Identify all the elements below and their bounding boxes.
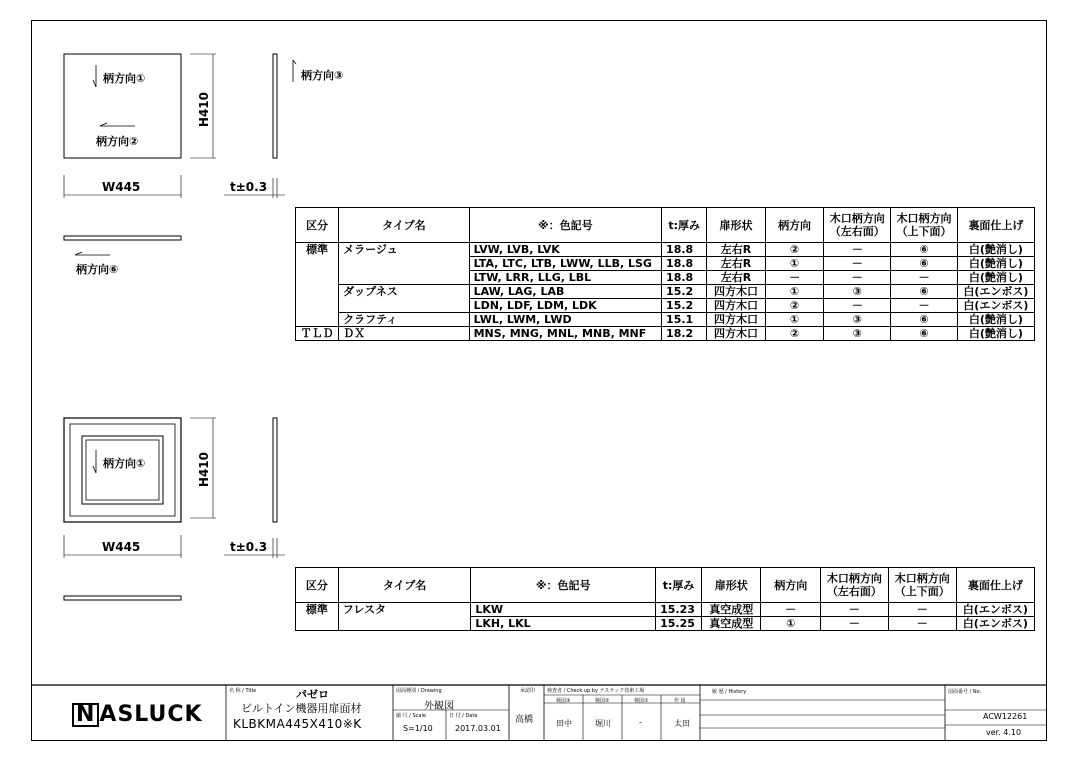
table-cell: ＴＬＤ [296, 327, 339, 341]
col-header: 裏面仕上げ [956, 568, 1034, 603]
table-cell: クラフティ [339, 313, 469, 327]
table-row [296, 327, 1035, 341]
table-cell [296, 617, 339, 631]
table-cell: LDN, LDF, LDM, LDK [469, 299, 661, 313]
table-cell: 白(艶消し) [957, 327, 1034, 341]
table-cell: 18.8 [662, 243, 707, 257]
table-cell: 18.2 [662, 327, 707, 341]
table-header-row [296, 568, 1035, 603]
table-cell: ③ [824, 313, 891, 327]
col-header: ※：色記号 [469, 208, 661, 243]
table-cell: － [888, 603, 956, 617]
table-row [296, 603, 1035, 617]
width-dimension-b: W445 [102, 540, 141, 554]
table-cell: ③ [824, 327, 891, 341]
table-cell: 15.2 [662, 285, 707, 299]
table-cell: LWL, LWM, LWD [469, 313, 661, 327]
grain-direction-3-label: 柄方向③ [301, 69, 344, 82]
table-row [296, 617, 1035, 631]
table-cell: ② [765, 243, 824, 257]
table-cell: ダップネス [339, 285, 469, 299]
grain-direction-1-label: 柄方向① [103, 72, 146, 85]
table-cell: 白(艶消し) [957, 313, 1034, 327]
checker-name: 田中 [556, 719, 572, 728]
table-cell: 左右R [707, 243, 766, 257]
check-caption: 検査者 / Check up by ナスラック技術工場 [547, 688, 645, 694]
table-cell: － [824, 257, 891, 271]
table-cell: 左右R [707, 271, 766, 285]
table-cell: 15.2 [662, 299, 707, 313]
panel-side-1 [273, 54, 277, 158]
table-cell: ③ [824, 285, 891, 299]
panel-side-2 [273, 418, 277, 522]
table-cell: ① [765, 285, 824, 299]
table-cell: 四方木口 [707, 299, 766, 313]
table-cell [339, 271, 469, 285]
table-cell: MNS, MNG, MNL, MNB, MNF [469, 327, 661, 341]
version: ver. 4.10 [986, 728, 1022, 737]
table-row [296, 257, 1035, 271]
table-cell: － [824, 299, 891, 313]
check-header: 作 図 [674, 698, 686, 704]
table-cell: 白(エンボス) [956, 617, 1034, 631]
panel-top-2 [64, 596, 181, 600]
table-cell: ⑥ [891, 243, 958, 257]
col-header: 扉形状 [707, 208, 766, 243]
grain-direction-6-label: 柄方向⑥ [76, 263, 119, 276]
table-cell: － [824, 243, 891, 257]
title-main: パゼロ [296, 688, 329, 701]
width-dimension: W445 [102, 180, 141, 194]
table-row [296, 243, 1035, 257]
table-cell: － [891, 299, 958, 313]
check-header: 検図① [634, 698, 649, 704]
table-cell: ⑥ [891, 257, 958, 271]
spec-table-2 [295, 567, 1035, 631]
height-dimension: H410 [197, 92, 211, 128]
col-header: 木口柄方向 （左右面） [820, 568, 888, 603]
table-cell: 白(エンボス) [956, 603, 1034, 617]
spec-table-1 [295, 207, 1035, 341]
table-cell: ① [761, 617, 820, 631]
model-number: KLBKMA445X410※K [233, 717, 362, 731]
table-cell: 18.8 [662, 257, 707, 271]
table-header-row [296, 208, 1035, 243]
table-cell: － [891, 271, 958, 285]
table-cell [339, 299, 469, 313]
table-cell [296, 313, 339, 327]
table-cell: 18.8 [662, 271, 707, 285]
drawing-caption: 図面種別 / Drawing [396, 688, 442, 694]
col-header: 柄方向 [765, 208, 824, 243]
table-cell: 白(エンボス) [957, 299, 1034, 313]
table-cell: 標準 [296, 603, 339, 617]
table-cell: ⑥ [891, 313, 958, 327]
table-cell: ＤＸ [339, 327, 469, 341]
approver-caption: 承認印 [520, 688, 536, 694]
drawing-type: 外観図 [424, 701, 454, 712]
table-cell: 標準 [296, 243, 339, 257]
table-cell: 15.23 [656, 603, 702, 617]
table-row [296, 271, 1035, 285]
table-cell: ② [765, 299, 824, 313]
table-cell: 左右R [707, 257, 766, 271]
table-cell: LTW, LRR, LLG, LBL [469, 271, 661, 285]
table-cell: － [761, 603, 820, 617]
table-cell [296, 299, 339, 313]
check-header: 検図② [595, 698, 610, 704]
col-header: 木口柄方向 （左右面） [824, 208, 891, 243]
table-cell [296, 285, 339, 299]
table-cell [296, 271, 339, 285]
col-header: 裏面仕上げ [957, 208, 1034, 243]
table-cell: ② [765, 327, 824, 341]
height-dimension-b: H410 [197, 452, 211, 488]
table-cell: 白(艶消し) [957, 271, 1034, 285]
date-value: 2017.03.01 [455, 724, 501, 733]
table-cell: 15.25 [656, 617, 702, 631]
col-header: 扉形状 [702, 568, 761, 603]
table-cell: ① [765, 313, 824, 327]
col-header: タイプ名 [339, 208, 469, 243]
date-caption: 日 付 / Date [449, 713, 478, 719]
table-cell: 四方木口 [707, 327, 766, 341]
table-cell: LAW, LAG, LAB [469, 285, 661, 299]
check-header: 検図③ [556, 698, 571, 704]
table-cell [338, 617, 471, 631]
table-cell: 白(エンボス) [957, 285, 1034, 299]
table-cell: 白(艶消し) [957, 243, 1034, 257]
table-cell: 15.1 [662, 313, 707, 327]
table-cell: LKW [471, 603, 656, 617]
grain-direction-b1-label: 柄方向① [103, 457, 146, 470]
table-cell: LKH, LKL [471, 617, 656, 631]
table-row [296, 299, 1035, 313]
table-cell: － [765, 271, 824, 285]
table-cell: フレスタ [338, 603, 471, 617]
table-cell: 真空成型 [702, 617, 761, 631]
table-cell: ⑥ [891, 285, 958, 299]
grain-direction-2-label: 柄方向② [96, 135, 139, 148]
table-cell: － [824, 271, 891, 285]
title-caption: 名 称 / Title [229, 688, 257, 694]
col-header: t:厚み [662, 208, 707, 243]
thickness-dimension: t±0.3 [230, 180, 268, 194]
checker-name: 堀川 [595, 719, 611, 728]
number-caption: 図面番号 / No. [948, 689, 982, 695]
table-cell: LTA, LTC, LTB, LWW, LLB, LSG [469, 257, 661, 271]
panel-top-1 [64, 236, 181, 240]
col-header: 木口柄方向 （上下面） [891, 208, 958, 243]
checker-name: - [639, 718, 642, 727]
table-row [296, 313, 1035, 327]
table-cell [296, 257, 339, 271]
table-cell: 白(艶消し) [957, 257, 1034, 271]
scale-value: S=1/10 [403, 724, 433, 733]
col-header: 区分 [296, 208, 339, 243]
col-header: タイプ名 [338, 568, 471, 603]
col-header: 区分 [296, 568, 339, 603]
drawing-number: ACW12261 [983, 712, 1028, 721]
table-cell: 四方木口 [707, 285, 766, 299]
history-caption: 履 歴 / History [712, 689, 747, 695]
col-header: t:厚み [656, 568, 702, 603]
col-header: ※：色記号 [471, 568, 656, 603]
table-cell [339, 257, 469, 271]
table-cell: － [820, 603, 888, 617]
table-cell: 真空成型 [702, 603, 761, 617]
thickness-dimension-b: t±0.3 [230, 540, 268, 554]
table-cell: ① [765, 257, 824, 271]
scale-caption: 縮 尺 / Scale [396, 713, 426, 719]
table-cell: ⑥ [891, 327, 958, 341]
table-row [296, 285, 1035, 299]
table-cell: － [888, 617, 956, 631]
col-header: 木口柄方向 （上下面） [888, 568, 956, 603]
title-sub: ビルトイン機器用扉面材 [241, 702, 362, 715]
table-cell: 四方木口 [707, 313, 766, 327]
table-cell: メラージュ [339, 243, 469, 257]
company-logo: N ASLUCK [72, 702, 203, 727]
checker-name: 太田 [674, 719, 690, 728]
table-cell: LVW, LVB, LVK [469, 243, 661, 257]
table-cell: － [820, 617, 888, 631]
col-header: 柄方向 [761, 568, 820, 603]
approver-name: 高橋 [515, 715, 534, 725]
